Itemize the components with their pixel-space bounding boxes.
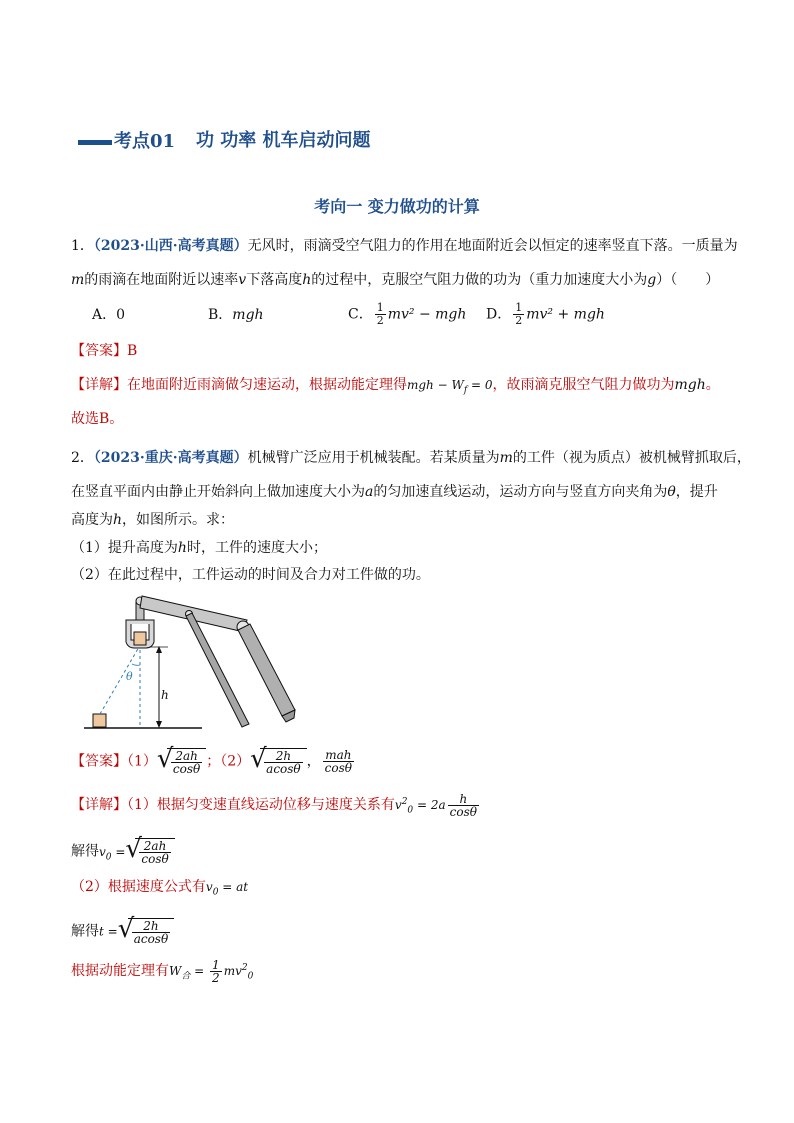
answer-part: ；（2） xyxy=(206,753,251,770)
q1-line-2 xyxy=(71,270,719,290)
q2-text: 在竖直平面内由静止开始斜向上做加速度大小为 xyxy=(71,484,365,500)
q2-sub-2: （2）在此过程中，工件运动的时间及合力对工件做的功。 xyxy=(71,567,430,583)
q1-text: ）（ ） xyxy=(656,272,720,288)
motion-path xyxy=(100,647,139,714)
q1-var-h: h xyxy=(302,272,312,288)
q1-text: 的雨滴在地面附近以速率 xyxy=(84,272,239,288)
detail-label: 【详解】 xyxy=(71,797,127,813)
section-title: 功 功率 机车启动问题 xyxy=(196,130,371,151)
detail-text: 在地面附近雨滴做匀速运动，根据动能定理得 xyxy=(127,377,407,393)
detail-var: mgh xyxy=(674,377,706,393)
q1-source: （2023·山西·高考真题） xyxy=(93,238,248,254)
q1-option-b xyxy=(208,305,264,325)
detail-eq: $mv^2_0$ xyxy=(223,963,254,982)
solve-label: 解得 xyxy=(71,923,99,940)
detail-text: （1）根据匀变速直线运动位移与速度关系有 xyxy=(127,797,395,813)
q2-detail-1 xyxy=(71,792,481,820)
answer-sqrt-2: √ $\frac{2h}{acos\theta}$ xyxy=(250,748,306,775)
answer-value: B xyxy=(127,343,138,359)
solve-sqrt: √ $\frac{2ah}{\cos\theta}$ xyxy=(125,838,174,865)
solve-sqrt: √ $\frac{2h}{acos\theta}$ xyxy=(118,918,174,945)
option-label: D． xyxy=(486,306,512,323)
q2-text: 的工件（视为质点）被机械臂抓取后， xyxy=(512,450,751,466)
fraction-half: $\frac{1}{2}$ xyxy=(376,301,384,327)
section-label: 考点01 xyxy=(114,131,176,152)
robot-arm-figure xyxy=(82,592,320,734)
q2-line-2 xyxy=(71,482,718,502)
q2-text: 的匀加速直线运动，运动方向与竖直方向夹角为 xyxy=(373,484,668,500)
option-label: B． xyxy=(208,307,233,323)
q1-text: 下落高度 xyxy=(246,272,303,288)
q1-option-c xyxy=(348,302,466,327)
detail-frac: $\frac{1}{2}$ xyxy=(212,957,220,985)
q1-line-1 xyxy=(71,236,738,256)
answer-comma: ， xyxy=(306,753,321,770)
answer-part: （1） xyxy=(127,753,157,770)
q2-var: h xyxy=(113,512,123,528)
q2-line-3 xyxy=(71,510,234,530)
detail-eq: $v_0$ = at xyxy=(205,880,249,898)
detail-text: （2）根据速度公式有 xyxy=(71,879,206,895)
q1-answer xyxy=(71,341,137,361)
detail-text: ，故雨滴克服空气阻力做功为 xyxy=(492,377,675,393)
detail-eq: $v^2_0 = 2a$ xyxy=(394,797,446,816)
option-value: mv² + mgh xyxy=(526,306,605,323)
q2-var: m xyxy=(499,450,513,466)
q1-text: 的过程中，克服空气阻力做的功为（重力加速度大小为 xyxy=(311,272,648,288)
detail-text: 根据动能定理有 xyxy=(71,963,169,979)
q2-text: ，提升 xyxy=(675,484,718,500)
answer-label: 【答案】 xyxy=(71,343,127,359)
answer-frac-3: $\frac{\text{mah}}{\cos\theta}$ xyxy=(324,748,352,775)
lower-arm xyxy=(238,624,295,716)
answer-sqrt-1: √ $\frac{2ah}{\cos\theta}$ xyxy=(157,748,206,775)
subsection-title: 考向一 变力做功的计算 xyxy=(314,197,480,216)
theta-label: θ xyxy=(126,670,133,683)
q2-var: a xyxy=(365,484,374,500)
q2-text: （1）提升高度为 xyxy=(71,540,178,556)
q2-sub-1 xyxy=(71,538,327,558)
q2-text: 机械臂广泛应用于机械装配。若某质量为 xyxy=(247,450,500,466)
q2-source: （2023·重庆·高考真题） xyxy=(93,450,248,466)
detail-equation: mgh − $W_f = 0$ xyxy=(407,378,493,396)
q1-var-m: m xyxy=(71,272,85,288)
solve-label: 解得 xyxy=(71,843,99,860)
q2-answer xyxy=(71,744,356,776)
q2-text: 高度为 xyxy=(71,512,113,528)
q2-number: 2． xyxy=(71,450,94,466)
height-label: h xyxy=(161,688,169,702)
q1-var-g: g xyxy=(647,272,657,288)
section-bar xyxy=(78,140,112,145)
solve-eq: t = xyxy=(99,924,118,939)
start-box xyxy=(93,714,106,727)
detail-text: 。 xyxy=(705,377,720,393)
q2-text: 时，工件的速度大小； xyxy=(186,540,327,556)
q2-line-1 xyxy=(71,448,751,468)
q1-detail xyxy=(71,375,720,400)
q2-solve-2 xyxy=(71,914,174,946)
q2-detail-2 xyxy=(71,877,248,902)
option-value: mgh xyxy=(232,307,264,323)
fraction-half: $\frac{1}{2}$ xyxy=(515,301,523,327)
detail-eq: $W_合$ = xyxy=(169,964,209,982)
q1-conclusion: 故选B。 xyxy=(71,411,124,427)
option-label: C． xyxy=(348,306,373,323)
q1-var-v: v xyxy=(238,272,247,288)
q1-option-a: A．0 xyxy=(92,307,126,323)
q2-text: ，如图所示。求： xyxy=(122,512,235,528)
q1-text-a: 无风时，雨滴受空气阻力的作用在地面附近会以恒定的速率竖直下落。一质量为 xyxy=(247,238,738,254)
q2-detail-3 xyxy=(71,958,253,986)
detail-label: 【详解】 xyxy=(71,377,127,393)
option-value: mv² − mgh xyxy=(387,306,467,323)
theta-arc xyxy=(132,664,140,665)
held-box xyxy=(134,632,146,645)
answer-label: 【答案】 xyxy=(71,753,127,770)
q2-var: h xyxy=(177,540,187,556)
q2-solve-1 xyxy=(71,834,175,867)
q1-option-d xyxy=(486,302,605,327)
q2-var: θ xyxy=(667,484,676,500)
solve-eq: $v_0$ = xyxy=(99,844,126,862)
q1-number: 1． xyxy=(71,238,94,254)
detail-frac: $\frac{h}{\cos\theta}$ xyxy=(449,791,477,819)
